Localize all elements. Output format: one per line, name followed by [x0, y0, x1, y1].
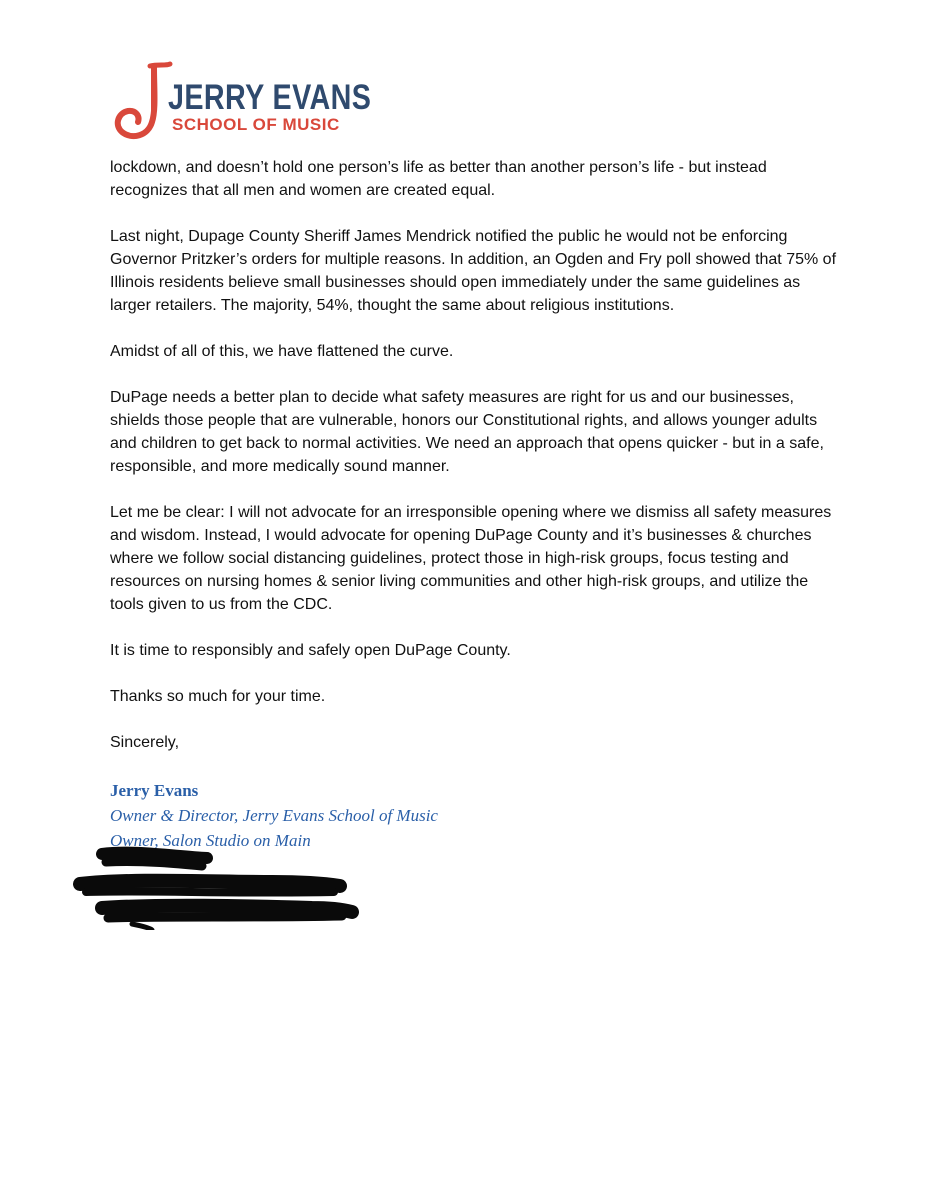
signature-title-2: Owner, Salon Studio on Main	[110, 831, 311, 850]
paragraph-1: lockdown, and doesn’t hold one person’s life as better than another person’s life - but instead recognizes that all men and women are created equal.	[110, 159, 767, 199]
letter-body	[110, 156, 838, 777]
closing: Sincerely,	[110, 734, 180, 751]
paragraph-3: Amidst of all of this, we have flattened the curve.	[110, 343, 454, 360]
signature-name: Jerry Evans	[110, 781, 199, 800]
paragraph-4: DuPage needs a better plan to decide what safety measures are right for us and our businesses, shields those people that are vulnerable, honors our Constitutional rights, and allows younger adults and children to get back to normal activities. We need an approach that opens quicker - but in a safe, responsible, and more medically sound manner.	[110, 389, 824, 475]
logo-name: JERRY EVANS	[168, 78, 372, 117]
redaction-scribble	[72, 846, 362, 930]
signature-title-1: Owner & Director, Jerry Evans School of Music	[110, 806, 438, 825]
paragraph-2: Last night, Dupage County Sheriff James Mendrick notified the public he would not be enforcing Governor Pritzker’s orders for multiple reasons. In addition, an Ogden and Fry poll showed that 75% of Illinois residents believe small businesses should open immediately under the same guidelines as larger retailers. The majority, 54%, thought the same about religious institutions.	[110, 228, 837, 314]
logo-subtitle: SCHOOL OF MUSIC	[172, 115, 340, 134]
signature-block	[110, 778, 438, 853]
paragraph-6: It is time to responsibly and safely open DuPage County.	[110, 642, 511, 659]
letterhead-logo	[110, 58, 372, 148]
paragraph-5: Let me be clear: I will not advocate for an irresponsible opening where we dismiss all safety measures and wisdom. Instead, I would advocate for opening DuPage County and it’s businesses & churches where we follow social distancing guidelines, protect those in high-risk groups, focus testing and resources on nursing homes & senior living communities and other high-risk groups, and utilize the tools given to us from the CDC.	[110, 504, 832, 613]
paragraph-7: Thanks so much for your time.	[110, 688, 326, 705]
